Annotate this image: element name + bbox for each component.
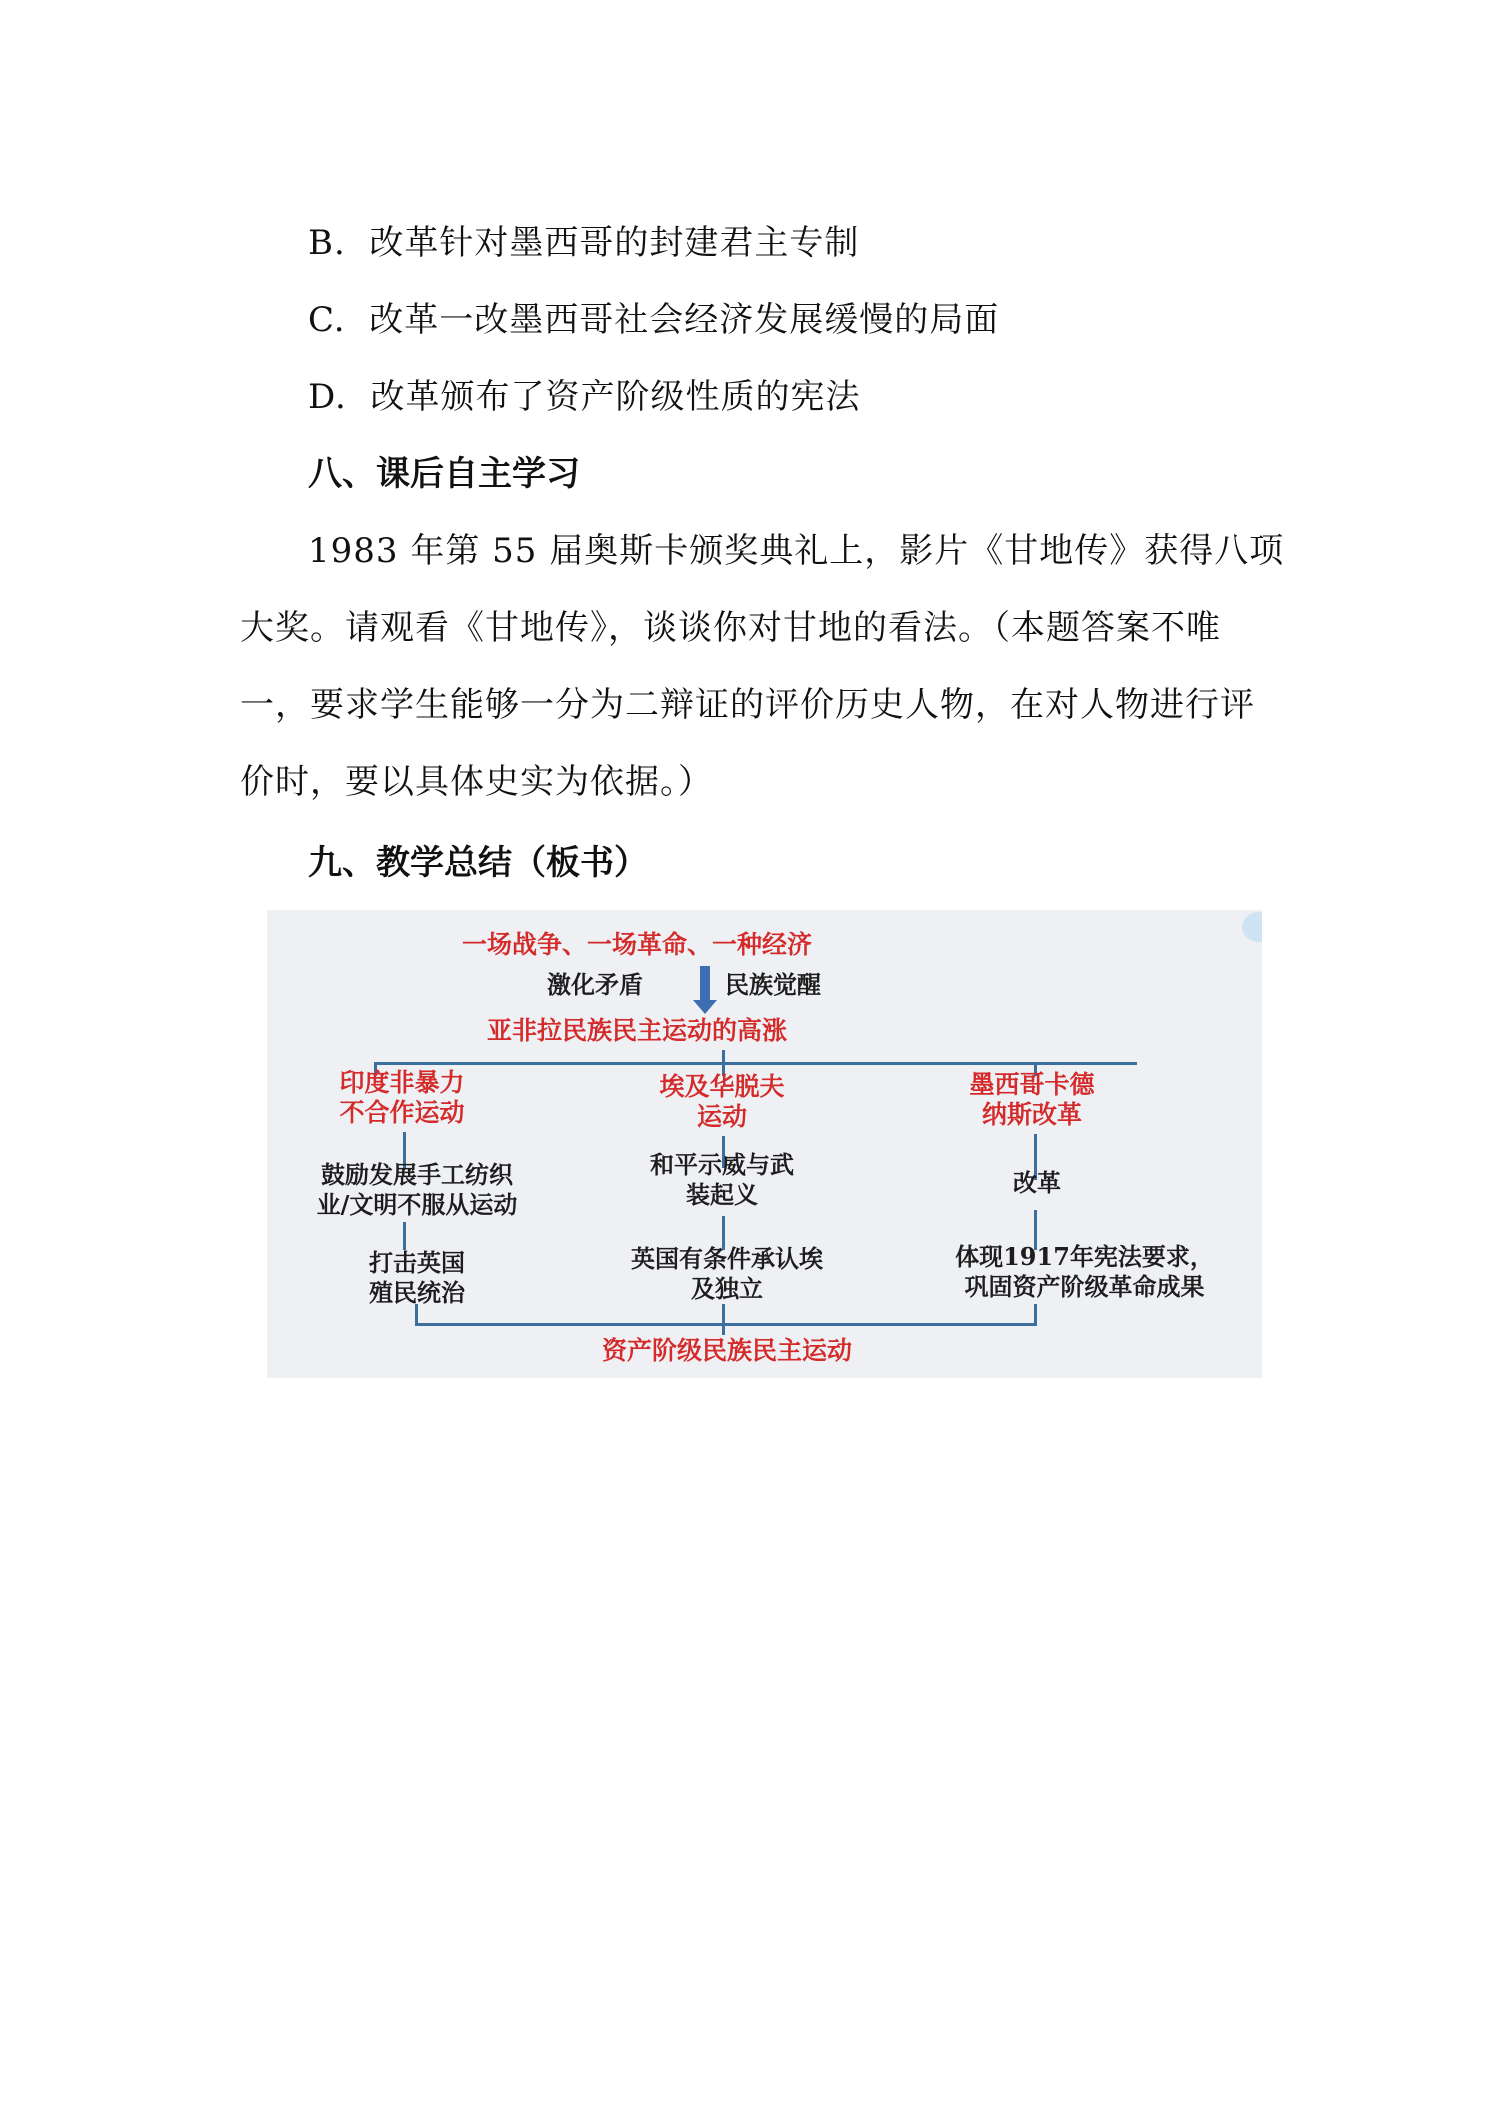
option-text: 改革一改墨西哥社会经济发展缓慢的局面 <box>369 300 1000 340</box>
option-label: C. <box>308 300 346 340</box>
connector <box>1034 1304 1037 1324</box>
board-bottom: 资产阶级民族民主运动 <box>601 1336 852 1365</box>
branch-title-line: 印度非暴力 <box>339 1068 465 1097</box>
branch-title-line: 纳斯改革 <box>981 1100 1082 1129</box>
branch-egypt-action <box>597 1150 847 1210</box>
board-diagram <box>267 910 1262 1378</box>
branch-egypt-title <box>607 1072 837 1132</box>
branch-egypt-result <box>577 1244 877 1304</box>
section8-line-1: 1983 年第 55 届奥斯卡颁奖典礼上，影片《甘地传》获得八项 <box>308 531 1285 571</box>
board-top: 一场战争、一场革命、一种经济 <box>461 930 812 959</box>
arrow-shaft <box>700 966 710 1004</box>
board-main: 亚非拉民族民主运动的高涨 <box>486 1016 787 1045</box>
branch-result-line: 打击英国 <box>369 1248 465 1277</box>
branch-result-line: 及独立 <box>691 1274 763 1303</box>
connector <box>403 1222 406 1250</box>
arrow-down-icon <box>693 1000 717 1014</box>
connector <box>722 1323 725 1335</box>
branch-action-line: 鼓励发展手工纺织 <box>321 1160 513 1189</box>
branch-action-line: 和平示威与武 <box>650 1150 794 1179</box>
corner-bubble <box>1242 912 1262 942</box>
branch-title-line: 埃及华脱夫 <box>659 1072 785 1101</box>
branch-action-line: 改革 <box>1013 1168 1061 1197</box>
branch-mexico-action <box>967 1168 1107 1198</box>
branch-india-result <box>307 1248 527 1308</box>
section8-line-3: 一，要求学生能够一分为二辩证的评价历史人物，在对人物进行评 <box>240 685 1255 725</box>
section8-title: 八、课后自主学习 <box>308 454 580 494</box>
branch-action-line: 装起义 <box>686 1180 758 1209</box>
branch-mexico-result <box>907 1242 1262 1302</box>
option-label: B. <box>308 223 346 263</box>
branch-title-line: 墨西哥卡德 <box>969 1070 1095 1099</box>
branch-result-line: 英国有条件承认埃 <box>631 1244 823 1273</box>
section9-title: 九、教学总结（板书） <box>308 843 648 883</box>
option-text: 改革针对墨西哥的封建君主专制 <box>369 223 860 263</box>
option-c <box>308 292 999 341</box>
board-left-cause: 激化矛盾 <box>547 970 643 999</box>
option-b <box>308 215 859 264</box>
top-connector <box>374 1062 1137 1065</box>
option-label: D. <box>308 377 347 417</box>
branch-title-line: 不合作运动 <box>339 1098 465 1127</box>
option-d <box>308 369 860 418</box>
connector <box>722 1304 725 1324</box>
bottom-connector <box>415 1323 1037 1326</box>
branch-action-line: 业/文明不服从运动 <box>316 1190 518 1219</box>
branch-india-title <box>287 1068 517 1128</box>
branch-result-line: 殖民统治 <box>369 1278 465 1307</box>
branch-result-line: 体现1917年宪法要求， <box>955 1242 1214 1271</box>
branch-result-line: 巩固资产阶级革命成果 <box>964 1272 1205 1301</box>
section8-line-2: 大奖。请观看《甘地传》，谈谈你对甘地的看法。（本题答案不唯 <box>240 608 1221 648</box>
branch-india-action <box>267 1160 567 1220</box>
option-text: 改革颁布了资产阶级性质的宪法 <box>370 377 861 417</box>
branch-mexico-title <box>917 1070 1147 1130</box>
branch-title-line: 运动 <box>696 1102 747 1131</box>
section8-line-4: 价时，要以具体史实为依据。） <box>240 762 713 802</box>
board-right-cause: 民族觉醒 <box>725 970 821 999</box>
